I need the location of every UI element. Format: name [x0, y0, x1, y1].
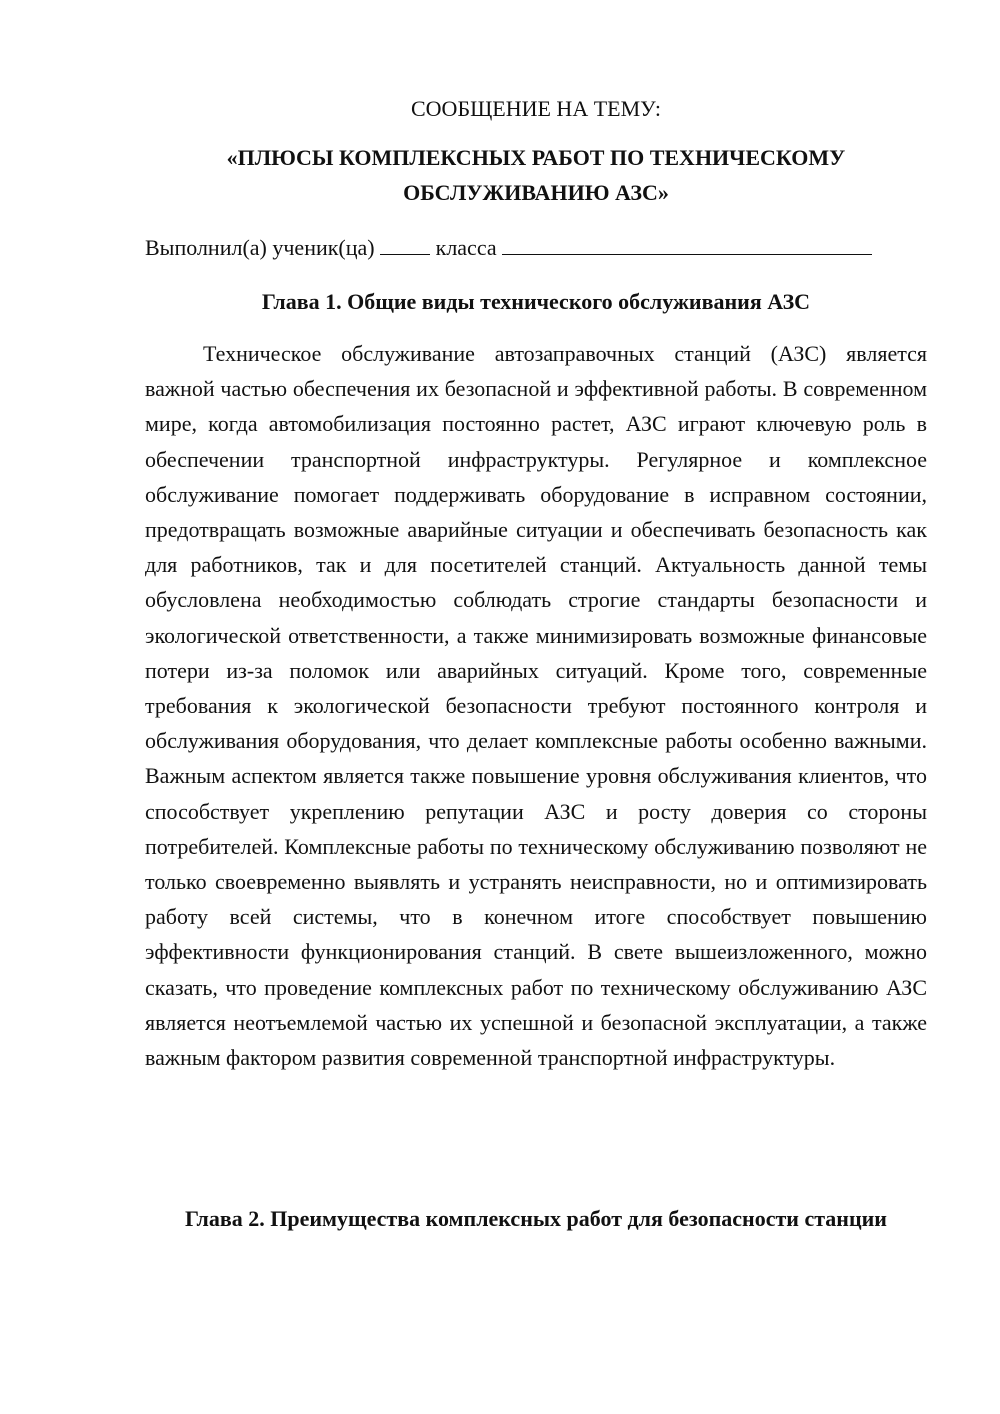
name-blank-field: [502, 232, 872, 255]
chapter-1-paragraph: Техническое обслуживание автозаправочных станций (АЗС) является важной частью обеспечения их безопасной и эффективной работы. В современном мире, когда автомобилизация постоянно растет, АЗС играют ключевую роль в обеспечении транспортной инфраструктуры. Регулярное и комплексное обслуживание помогает поддерживать оборудование в исправном состоянии, предотвращать возможные аварийные ситуации и обеспечивать безопасность как для работников, так и для посетителей станций. Актуальность данной темы обусловлена необходимостью соблюдать строгие стандарты безопасности и экологической ответственности, а также минимизировать возможные финансовые потери из-за поломок или аварийных ситуаций. Кроме того, современные требования к экологической безопасности требуют постоянного контроля и обслуживания оборудования, что делает комплексные работы особенно важными. Важным аспектом является также повышение уровня обслуживания клиентов, что способствует укреплению репутации АЗС и росту доверия со стороны потребителей. Комплексные работы по техническому обслуживанию позволяют не только своевременно выявлять и устранять неисправности, но и оптимизировать работу всей системы, что в конечном итоге способствует повышению эффективности функционирования станций. В свете вышеизложенного, можно сказать, что проведение комплексных работ по техническому обслуживанию АЗС является неотъемлемой частью их успешной и безопасной эксплуатации, а также важным фактором развития современной транспортной инфраструктуры.: [145, 341, 927, 1071]
author-line: [145, 232, 927, 263]
document-title-line-2: «ПЛЮСЫ КОМПЛЕКСНЫХ РАБОТ ПО ТЕХНИЧЕСКОМУ: [226, 145, 846, 170]
grade-blank-field: [380, 232, 430, 255]
document-title-line-3: ОБСЛУЖИВАНИЮ АЗС»: [403, 180, 669, 205]
class-label: класса: [435, 235, 497, 260]
chapter-2-heading: Глава 2. Преимущества комплексных работ для безопасности станции: [185, 1206, 887, 1231]
author-label: Выполнил(а) ученик(ца): [145, 235, 375, 260]
chapter-1-heading: Глава 1. Общие виды технического обслуживания АЗС: [261, 289, 811, 314]
document-title-line-1: СООБЩЕНИЕ НА ТЕМУ:: [411, 96, 661, 121]
